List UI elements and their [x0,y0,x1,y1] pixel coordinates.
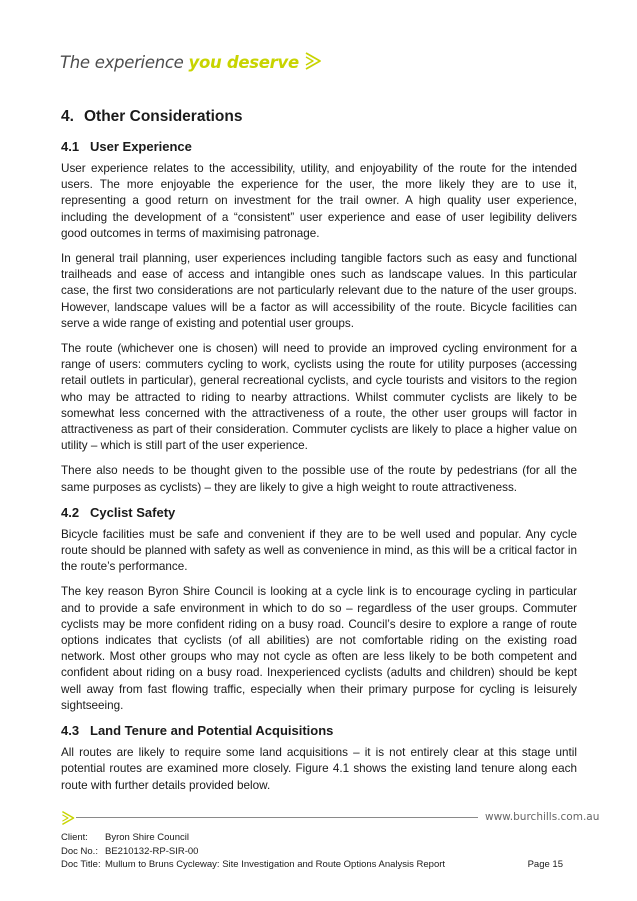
section-number: 4. [61,108,74,125]
footer-divider [76,817,478,818]
subsection-title: User Experience [90,139,192,154]
footer-url: www.burchills.com.au [485,811,600,823]
subsection-land-tenure [61,723,577,794]
footer-document-info [61,831,581,872]
footer-client-value: Byron Shire Council [105,832,189,843]
subsection-cyclist-safety [61,505,577,714]
subsection-number: 4.2 [61,504,80,520]
subsection-number: 4.3 [61,723,80,739]
footer-doctitle-value: Mullum to Bruns Cycleway: Site Investigation and Route Options Analysis Report [105,859,446,871]
paragraph: Bicycle facilities must be safe and convenient if they are to be well used and popular. Any cycle route should be planned with safety as well as convenience in mind, as this will be a critical factor in the route’s performance. [61,527,577,574]
paragraph: The route (whichever one is chosen) will need to provide an improved cycling environment for a range of users: commuters cycling to work, cyclists using the route for utility purposes (accessing retail outlets in particular), general recreational cyclists, and cycle tourists and visitors to the region who may be attracted to riding to nearby attractions. Whilst commuter cyclists are likely to be somewhat less concerned with the attractiveness of a route, the other user groups will factor in attractiveness as part of their consideration. Commuter cyclists are likely to place a higher value on utility – which is still part of the user experience. [61,342,577,453]
subsection-title: Land Tenure and Potential Acquisitions [90,723,334,739]
paragraph: All routes are likely to require some land acquisitions – it is not entirely clear at this stage until potential routes are examined more closely. Figure 4.1 shows the existing land tenure along each route with further details provided below. [61,746,577,792]
subsection-heading [61,139,577,154]
section-heading [61,108,577,126]
subsection-number: 4.1 [61,139,80,154]
footer-docno-row [61,845,581,859]
tagline-text-part1: The experience [60,52,184,72]
footer-doctitle-row [61,858,581,872]
footer-docno-label: Doc No.: [61,845,98,857]
subsection-heading [61,505,577,520]
paragraph: There also needs to be thought given to the possible use of the route by pedestrians (for all the same purposes as cyclists) – they are likely to give a high weight to route attractiveness. [61,464,577,494]
subsection-heading [61,723,577,738]
footer-client-row [61,831,581,845]
section-title: Other Considerations [84,108,243,125]
page-number: Page 15 [527,859,563,871]
document-body [61,108,577,803]
footer-chevron-arrow-icon [60,810,76,831]
tagline-text-part2: you deserve [188,52,299,72]
paragraph: User experience relates to the accessibility, utility, and enjoyability of the route for the intended users. The more enjoyable the experience for the user, the more likely they are to use it, representing a good return on investment for the trail owner. A high quality user experience, including the development of a “consistent” user experience and ease of user legibility delivers good outcomes in terms of maximising patronage. [61,162,577,240]
subsection-title: Cyclist Safety [90,504,176,520]
footer-doctitle-label: Doc Title: [61,859,101,871]
footer-client-label: Client: [61,832,88,843]
subsection-user-experience [61,139,577,496]
chevron-arrow-icon [303,51,323,75]
paragraph: The key reason Byron Shire Council is looking at a cycle link is to encourage cycling in particular and to provide a safe environment in which to do so – regardless of the user groups. Commuter cyclists may be more confident riding on a busy road. Council’s desire to explore a range of route options indicates that cyclists (of all abilities) are not comfortable riding on the existing road network. Most other groups who may not cycle as often are less likely to be both competent and confident about riding on a busy road. Inexperienced cyclists (adults and children) should be kept well away from fast flowing traffic, especially when their primary purpose for cycling is leisurely sightseeing. [61,585,577,712]
paragraph: In general trail planning, user experiences including tangible factors such as easy and functional trailheads and ease of access and intangible ones such as landscape values. In this particular case, the first two considerations are not particularly relevant due to the nature of the user groups. However, landscape values will be a factor as will accessibility of the route. Bicycle facilities can serve a wide range of existing and potential user groups. [61,252,577,330]
header-tagline [60,49,323,75]
footer-docno-value: BE210132-RP-SIR-00 [105,845,199,857]
